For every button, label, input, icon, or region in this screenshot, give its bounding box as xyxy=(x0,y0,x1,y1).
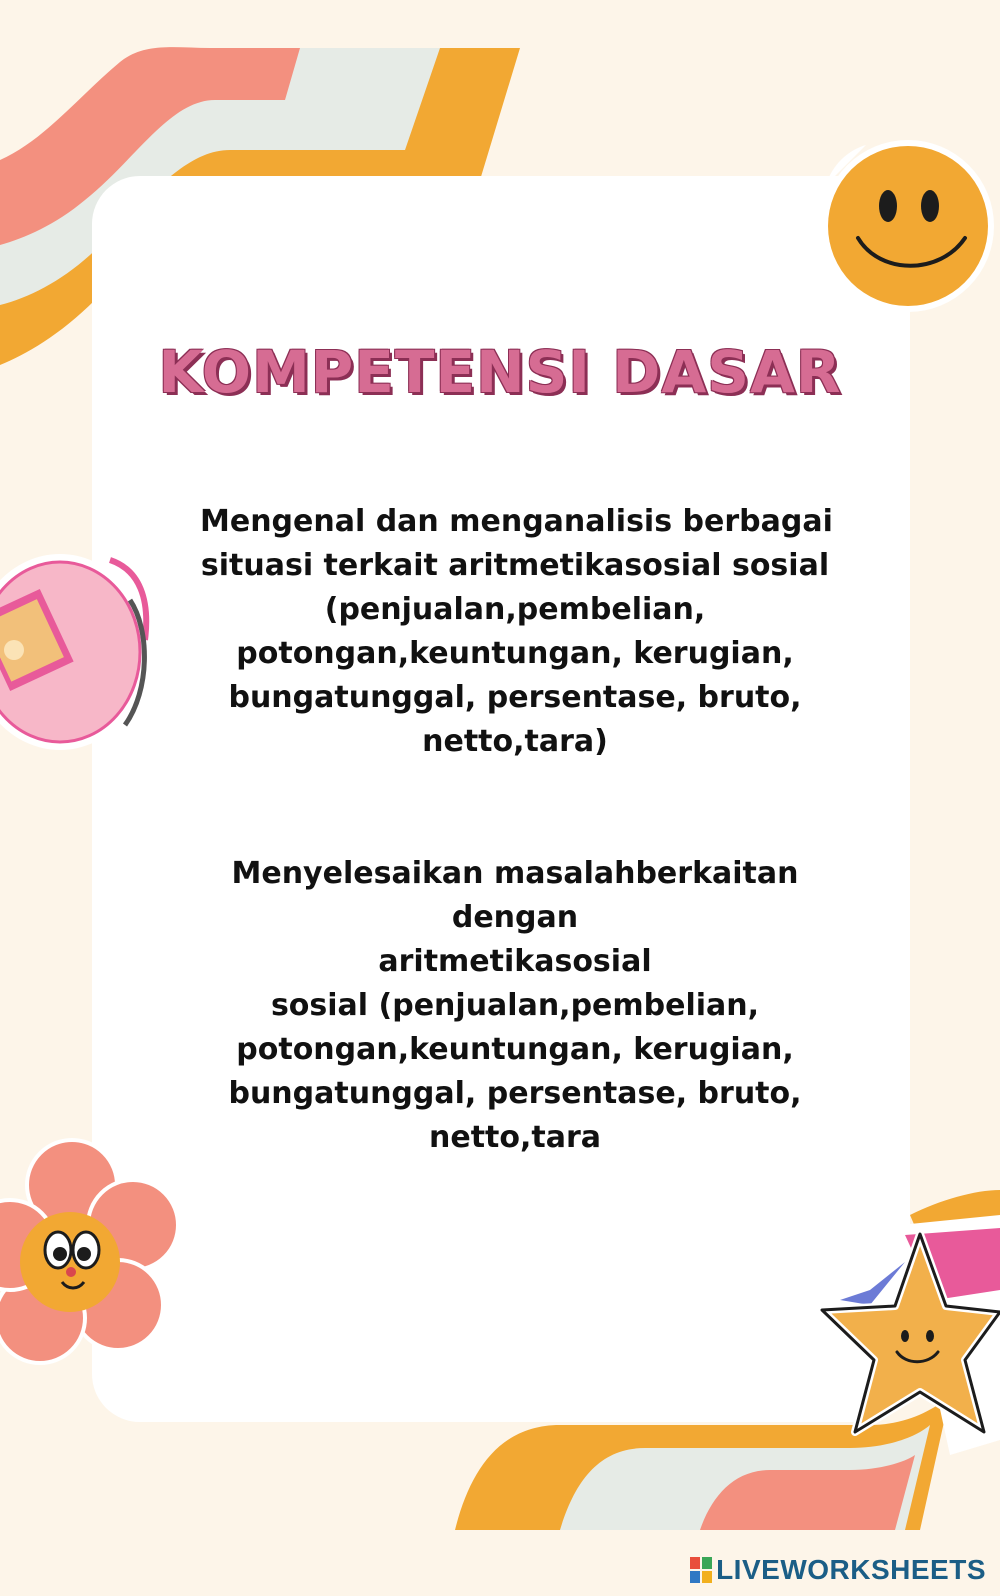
competency-paragraph-2 xyxy=(200,852,830,1160)
donut-sticker-icon xyxy=(0,554,148,750)
flower-face-icon xyxy=(0,1140,178,1363)
liveworksheets-link[interactable] xyxy=(690,1552,986,1588)
paragraph-line: (penjualan,pembelian, xyxy=(324,592,706,627)
brand-name: LIVEWORKSHEETS xyxy=(716,1554,986,1585)
smiley-sticker-icon xyxy=(822,140,994,312)
paragraph-line: netto,tara) xyxy=(422,724,608,759)
paragraph-line: netto,tara xyxy=(428,1120,602,1155)
liveworksheets-logo-icon xyxy=(690,1557,712,1583)
paragraph-line: potongan,keuntungan, kerugian, xyxy=(236,636,794,671)
paragraph-line: Mengenal dan menganalisis berbagai xyxy=(200,504,833,539)
paragraph-line: dengan xyxy=(451,900,579,935)
page-title: KOMPETENSI DASAR xyxy=(158,338,842,406)
paragraph-line: potongan,keuntungan, kerugian, xyxy=(236,1032,794,1067)
competency-paragraph-1 xyxy=(200,500,833,764)
paragraph-line: bungatunggal, persentase, bruto, xyxy=(228,1076,802,1111)
star-face-icon xyxy=(822,1215,1000,1455)
paragraph-line: Menyelesaikan masalahberkaitan xyxy=(231,856,799,891)
paragraph-line: aritmetikasosial xyxy=(378,944,652,979)
paragraph-line: situasi terkait aritmetikasosial sosial xyxy=(200,548,830,583)
paragraph-line: bungatunggal, persentase, bruto, xyxy=(228,680,802,715)
paragraph-line: sosial (penjualan,pembelian, xyxy=(270,988,760,1023)
